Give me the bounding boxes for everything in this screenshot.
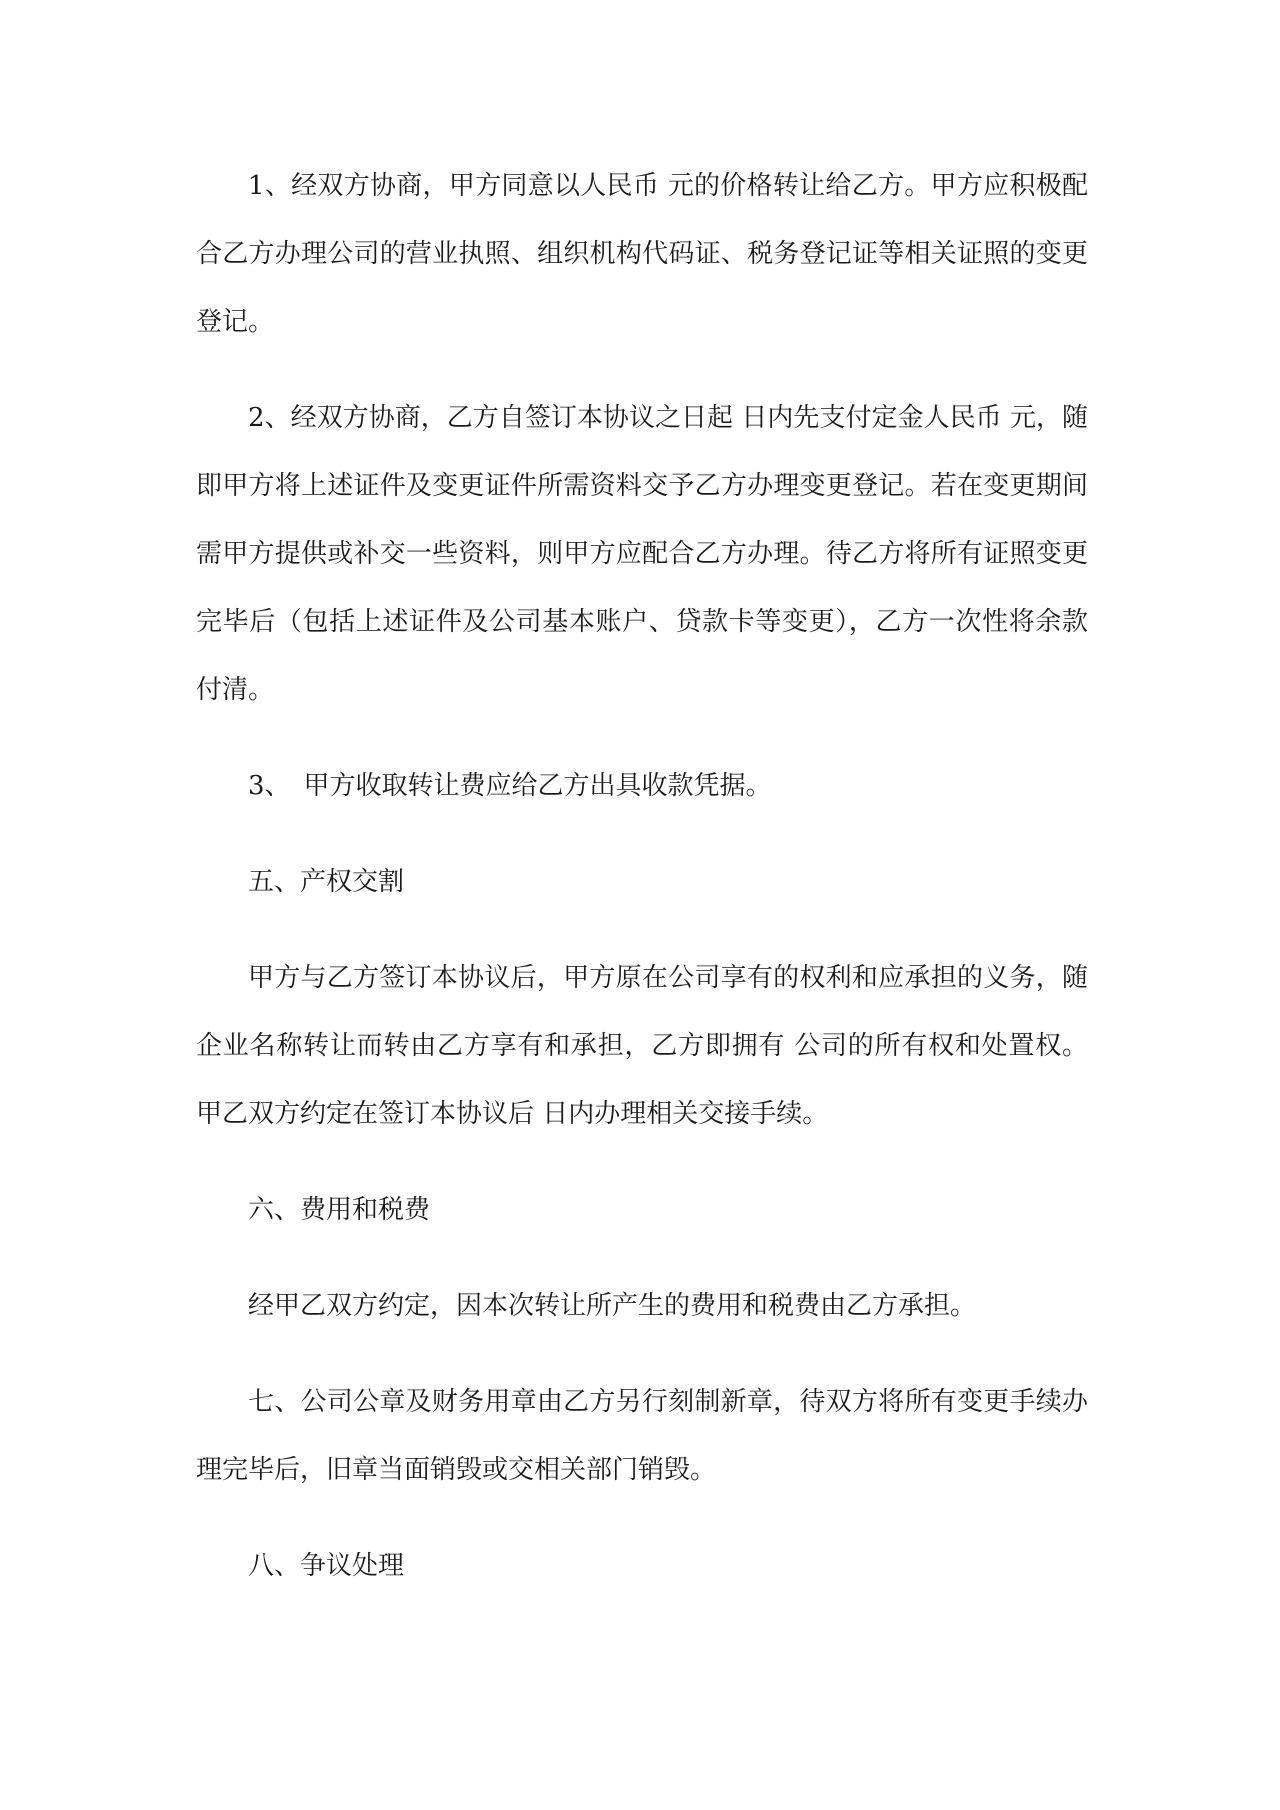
section-heading-property-transfer: 五、产权交割: [248, 867, 405, 897]
fees-and-taxes-paragraph: 经甲乙双方约定，因本次转让所产生的费用和税费由乙方承担。: [248, 1291, 977, 1321]
clause-3-receipt: 3、 甲方收取转让费应给乙方出具收款凭据。: [248, 771, 772, 801]
section-heading-fees-and-taxes: 六、费用和税费: [248, 1195, 431, 1225]
section-heading-dispute-resolution: 八、争议处理: [248, 1551, 405, 1581]
property-transfer-paragraph: 甲方与乙方签订本协议后，甲方原在公司享有的权利和应承担的义务，随企业名称转让而转由乙方享有和承担，乙方即拥有 公司的所有权和处置权。甲乙双方约定在签订本协议后 日内办理相关交接手续。: [196, 963, 1088, 1129]
document-body: [196, 152, 1088, 1628]
section-seals-paragraph: 七、公司公章及财务用章由乙方另行刻制新章，待双方将所有变更手续办理完毕后，旧章当面销毁或交相关部门销毁。: [196, 1387, 1088, 1485]
clause-2-deposit-and-balance: 2、经双方协商，乙方自签订本协议之日起 日内先支付定金人民币 元，随即甲方将上述证件及变更证件所需资料交予乙方办理变更登记。若在变更期间需甲方提供或补交一些资料，则甲方应配合乙方办理。待乙方将所有证照变更完毕后（包括上述证件及公司基本账户、贷款卡等变更），乙方一次性将余款付清。: [196, 403, 1088, 705]
clause-1-payment-price: 1、经双方协商，甲方同意以人民币 元的价格转让给乙方。甲方应积极配合乙方办理公司的营业执照、组织机构代码证、税务登记证等相关证照的变更登记。: [196, 171, 1088, 337]
